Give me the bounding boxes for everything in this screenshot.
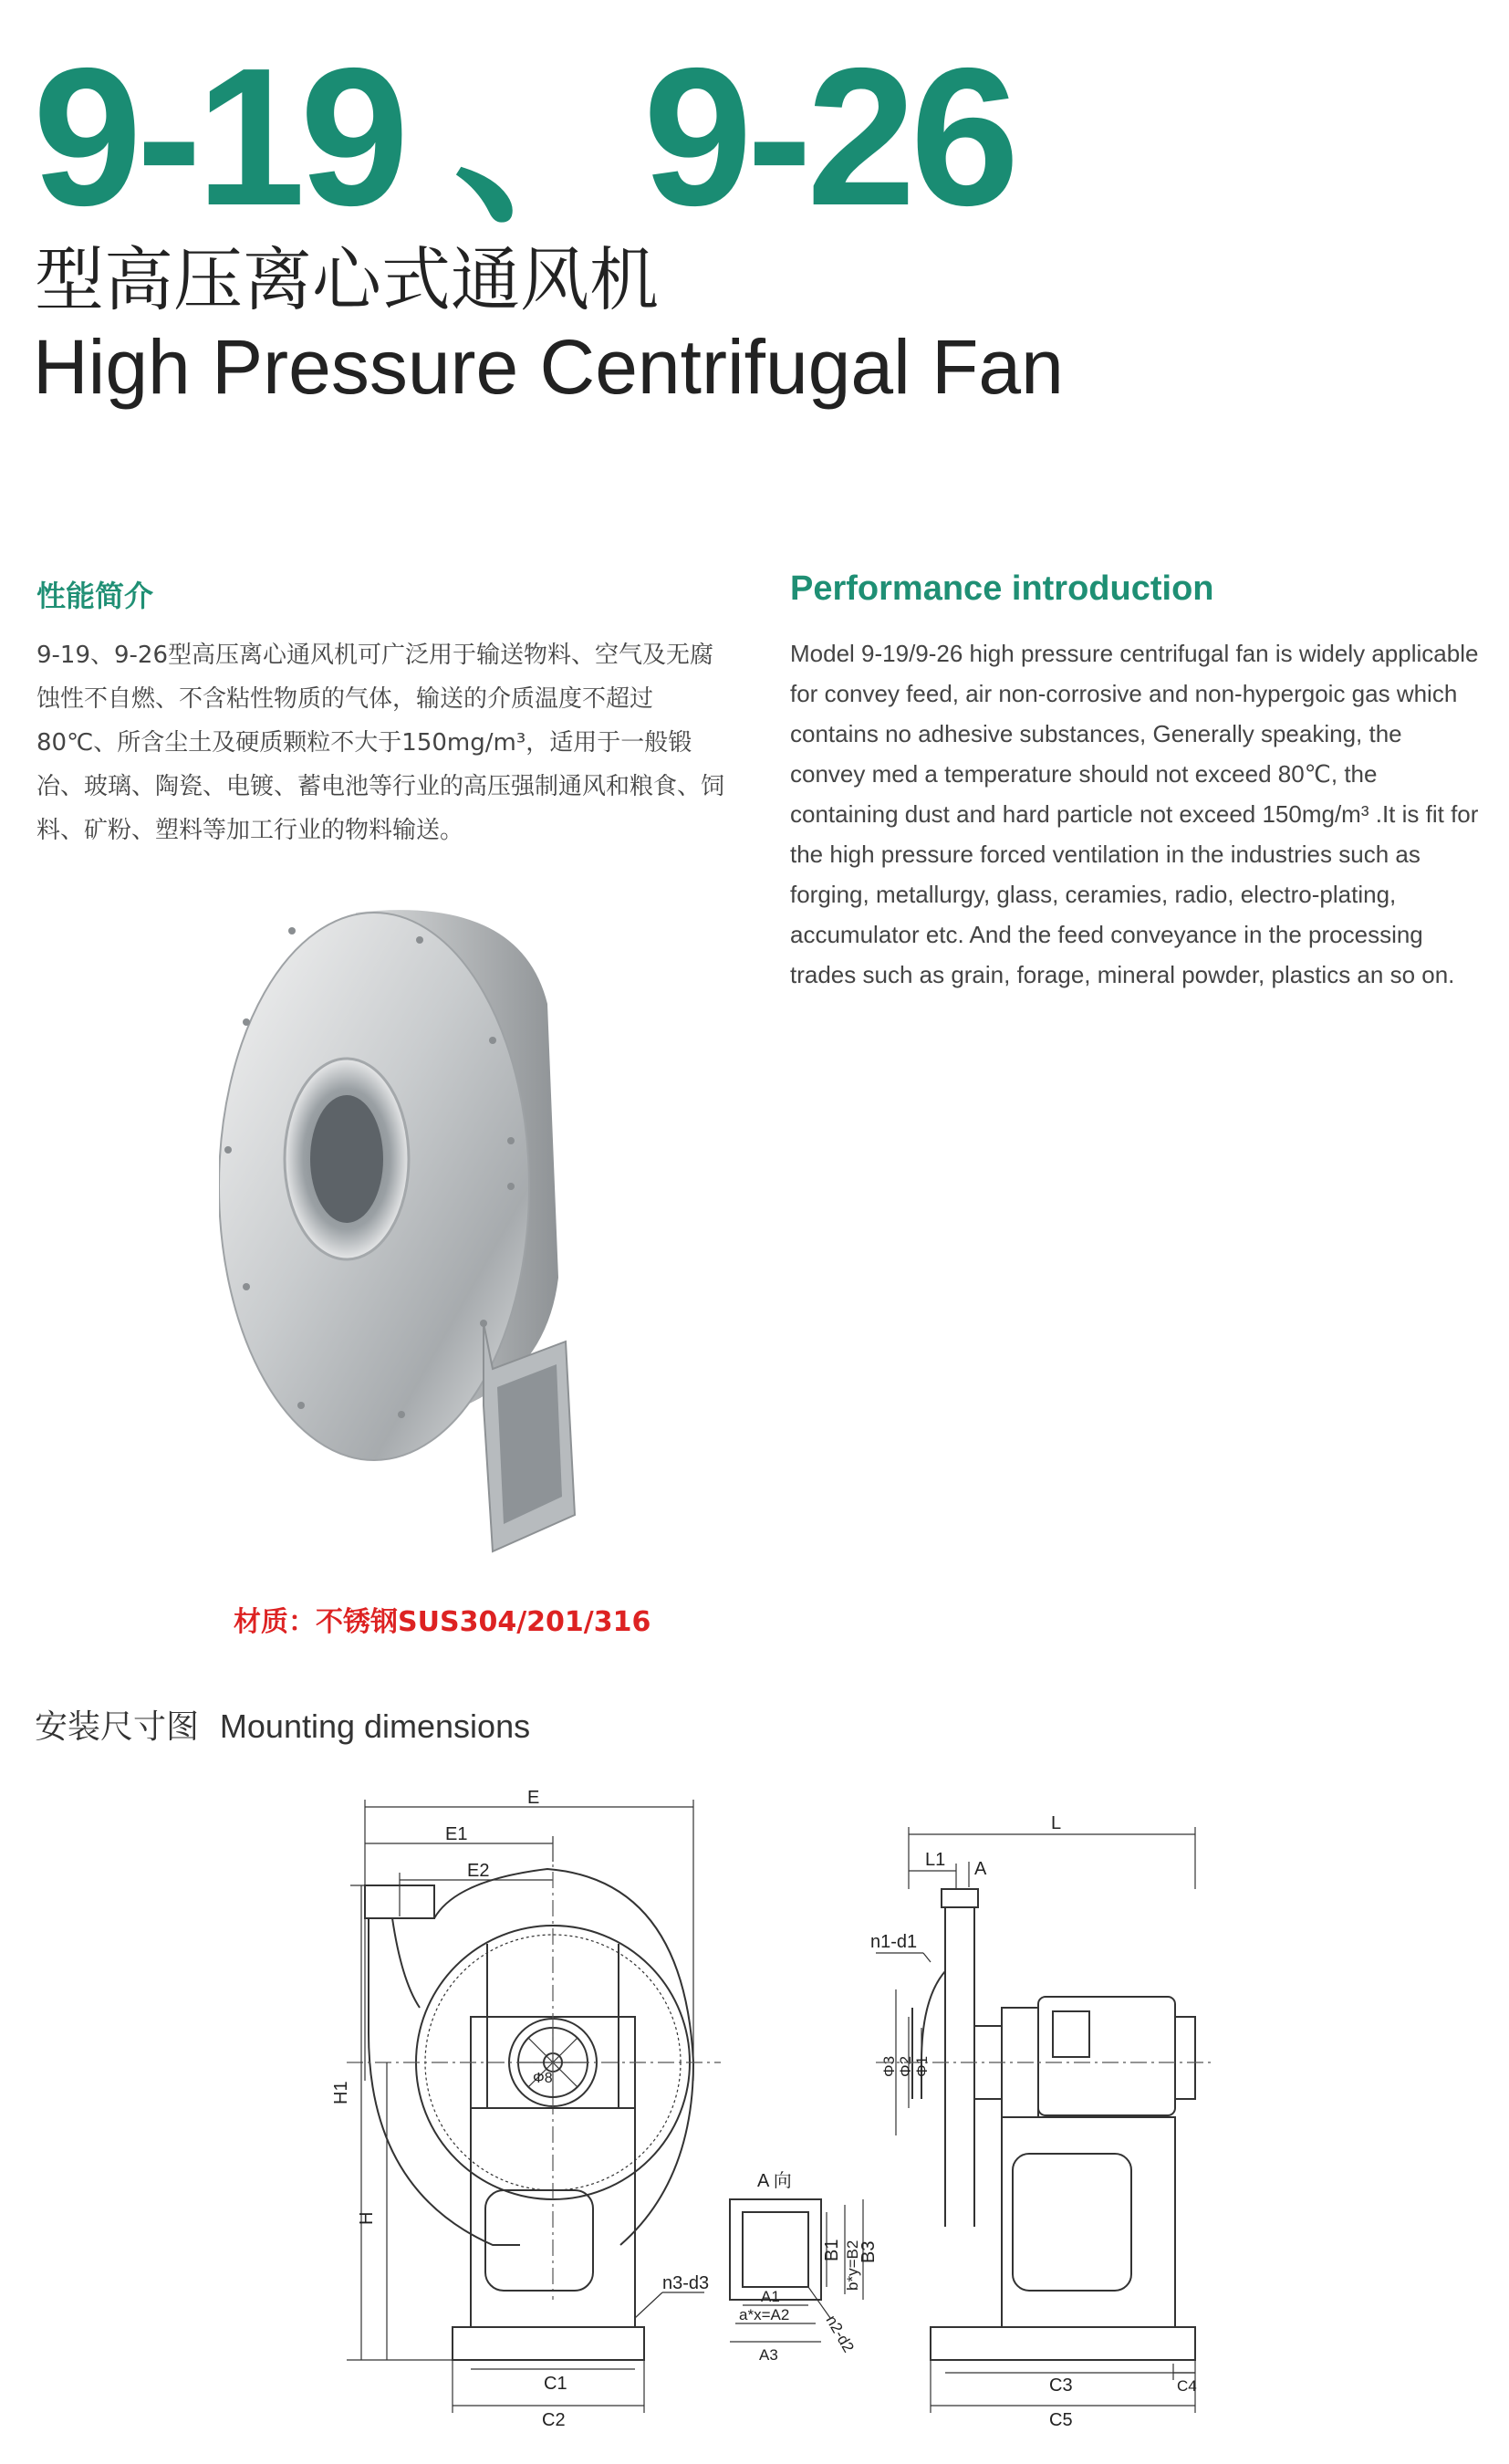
performance-body-cn: 9-19、9-26型高压离心通风机可广泛用于输送物料、空气及无腐蚀性不自燃、不含粘性物质的气体，输送的介质温度不超过80℃、所含尘土及硬质颗粒不大于150mg/m³，适用于一般锻冶、玻璃、陶瓷、电镀、蓄电池等行业的高压强制通风和粮食、饲料、矿粉、塑料等加工行业的物料输送。 xyxy=(36,642,725,844)
dim-n2d2: n2-d2 xyxy=(822,2312,858,2355)
dim-bB2: b*y=B2 xyxy=(844,2240,861,2291)
dim-E1: E1 xyxy=(445,1824,468,1844)
front-view xyxy=(331,1789,721,2427)
side-view xyxy=(870,1813,1213,2427)
title-english: High Pressure Centrifugal Fan xyxy=(33,324,1064,410)
dim-phi1: Φ1 xyxy=(913,2055,931,2077)
dim-A1: A1 xyxy=(761,2288,780,2305)
mounting-heading-en: Mounting dimensions xyxy=(219,1707,531,1745)
performance-heading-en: Performance introduction xyxy=(790,569,1214,608)
dim-aA2: a*x=A2 xyxy=(739,2306,790,2323)
a-direction-view xyxy=(730,2170,879,2364)
dim-C4: C4 xyxy=(1177,2377,1197,2395)
dim-C2: C2 xyxy=(542,2410,566,2427)
dim-phi2: Φ2 xyxy=(897,2055,914,2077)
label-a-direction: A 向 xyxy=(757,2171,792,2191)
dim-C5: C5 xyxy=(1049,2410,1073,2427)
product-photo xyxy=(219,894,620,1570)
dim-L1: L1 xyxy=(925,1850,946,1870)
label-A: A xyxy=(974,1859,987,1879)
dim-H: H xyxy=(357,2211,377,2225)
dim-E2: E2 xyxy=(467,1861,490,1881)
title-chinese: 型高压离心式通风机 xyxy=(35,239,659,320)
dim-n3d3: n3-d3 xyxy=(662,2273,710,2293)
dim-n1d1: n1-d1 xyxy=(870,1932,918,1952)
performance-body-en: Model 9-19/9-26 high pressure centrifugal fan is widely applicable for convey feed, air non-corrosive and non-hypergoic gas which contains no adhesive substances, Generally speaking, the convey med a temperature should not exceed 80℃, the containing dust and hard particle not exceed 150mg/m³ .It is fit for the high pressure forced ventilation in the industries such as forging, metallurgy, glass, ceramies, radio, electro-plating, accumulator etc. And the feed conveyance in the processing trades such as grain, forage, mineral powder, plastics an so on. xyxy=(790,640,1479,988)
dim-phi8: Φ8 xyxy=(533,2071,553,2086)
dim-C1: C1 xyxy=(544,2374,567,2394)
dim-B3: B3 xyxy=(859,2240,879,2263)
material-label: 材质：不锈钢SUS304/201/316 xyxy=(234,1606,651,1638)
performance-heading-cn: 性能简介 xyxy=(36,579,154,613)
dim-L: L xyxy=(1051,1813,1062,1833)
dim-A3: A3 xyxy=(759,2346,778,2364)
dim-B1: B1 xyxy=(822,2239,842,2261)
dim-E: E xyxy=(527,1789,540,1808)
dim-C3: C3 xyxy=(1049,2375,1073,2396)
dim-phi3: Φ3 xyxy=(880,2055,898,2077)
mounting-heading-cn: 安装尺寸图 xyxy=(35,1708,200,1746)
mounting-drawing xyxy=(292,1789,1223,2427)
mounting-heading xyxy=(35,1701,530,1748)
model-title: 9-19 、9-26 xyxy=(33,26,1015,246)
dim-H1: H1 xyxy=(331,2081,351,2104)
